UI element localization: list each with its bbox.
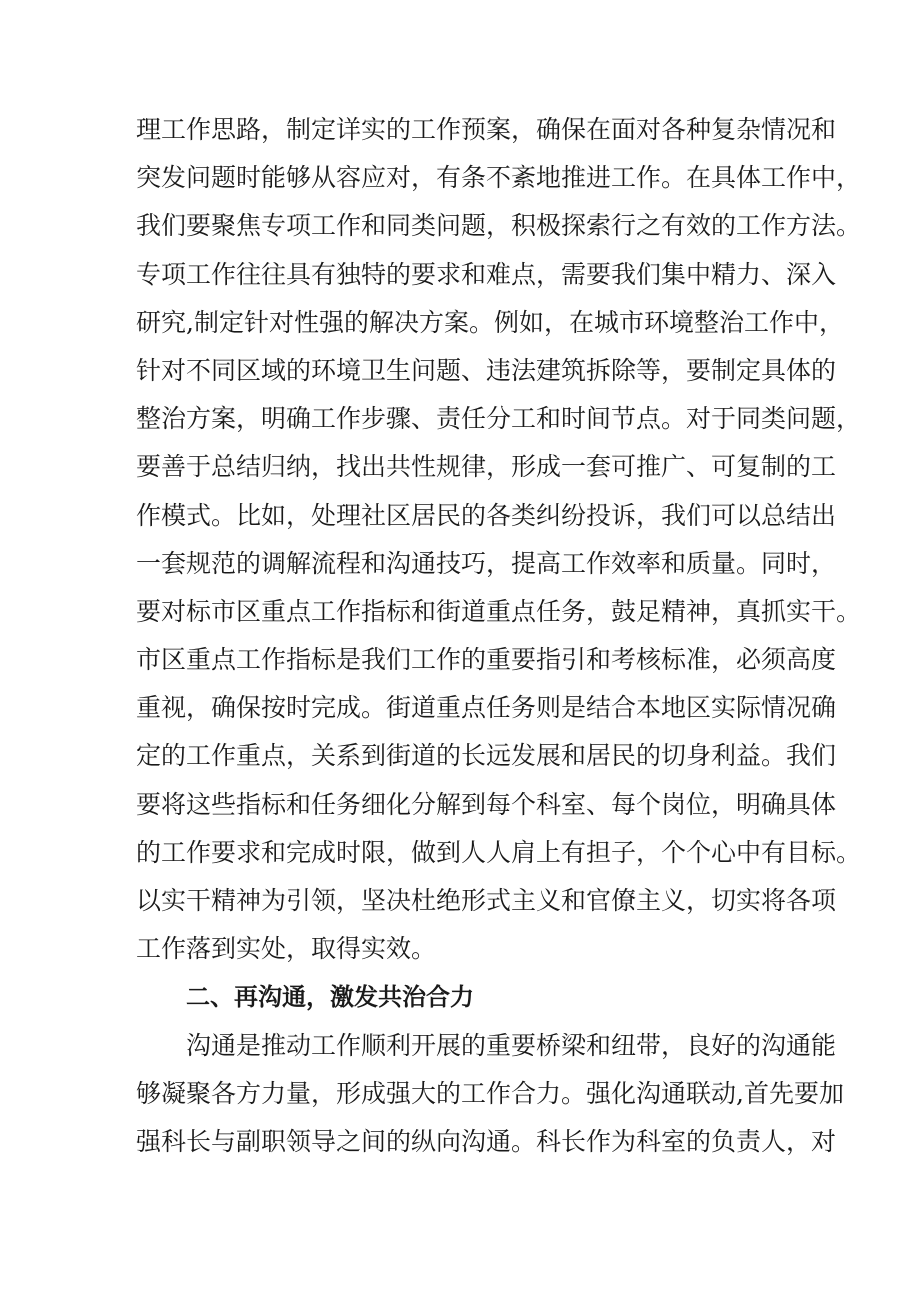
body-line: 一套规范的调解流程和沟通技巧，提高工作效率和质量。同时， — [136, 548, 837, 578]
body-line: 专项工作往往具有独特的要求和难点，需要我们集中精力、深入 — [136, 259, 837, 289]
body-line: 要对标市区重点工作指标和街道重点任务，鼓足精神，真抓实干。 — [136, 596, 862, 626]
body-line: 要善于总结归纳，找出共性规律，形成一套可推广、可复制的工 — [136, 452, 837, 482]
body-line: 市区重点工作指标是我们工作的重要指引和考核标准，必须高度 — [136, 645, 837, 675]
body-line: 理工作思路，制定详实的工作预案，确保在面对各种复杂情况和 — [136, 115, 837, 144]
body-line: 以实干精神为引领，坚决杜绝形式主义和官僚主义，切实将各项 — [136, 886, 837, 915]
body-line: 要将这些指标和任务细化分解到每个科室、每个岗位，明确具体 — [136, 789, 837, 819]
document-body — [136, 106, 862, 1166]
body-line: 强科长与副职领导之间的纵向沟通。科长作为科室的负责人，对 — [136, 1126, 837, 1156]
body-line: 研究,制定针对性强的解决方案。例如，在城市环境整治工作中， — [136, 307, 844, 337]
section-heading: 二、再沟通，激发共治合力 — [186, 983, 474, 1012]
body-line: 够凝聚各方力量，形成强大的工作合力。强化沟通联动,首先要加 — [136, 1078, 844, 1108]
body-line: 重视，确保按时完成。街道重点任务则是结合本地区实际情况确 — [136, 693, 837, 723]
body-line: 工作落到实处，取得实效。 — [136, 934, 437, 964]
body-line: 沟通是推动工作顺利开展的重要桥梁和纽带，良好的沟通能 — [186, 1030, 837, 1060]
body-line: 突发问题时能够从容应对，有条不紊地推进工作。在具体工作中， — [136, 163, 862, 193]
body-line: 针对不同区域的环境卫生问题、违法建筑拆除等，要制定具体的 — [136, 355, 837, 385]
body-line: 定的工作重点，关系到街道的长远发展和居民的切身利益。我们 — [136, 741, 837, 771]
body-line: 的工作要求和完成时限，做到人人肩上有担子，个个心中有目标。 — [136, 837, 862, 867]
body-line: 作模式。比如，处理社区居民的各类纠纷投诉，我们可以总结出 — [136, 500, 837, 530]
body-line: 整治方案，明确工作步骤、责任分工和时间节点。对于同类问题， — [136, 404, 862, 434]
body-line: 我们要聚焦专项工作和同类问题，积极探索行之有效的工作方法。 — [136, 211, 862, 241]
